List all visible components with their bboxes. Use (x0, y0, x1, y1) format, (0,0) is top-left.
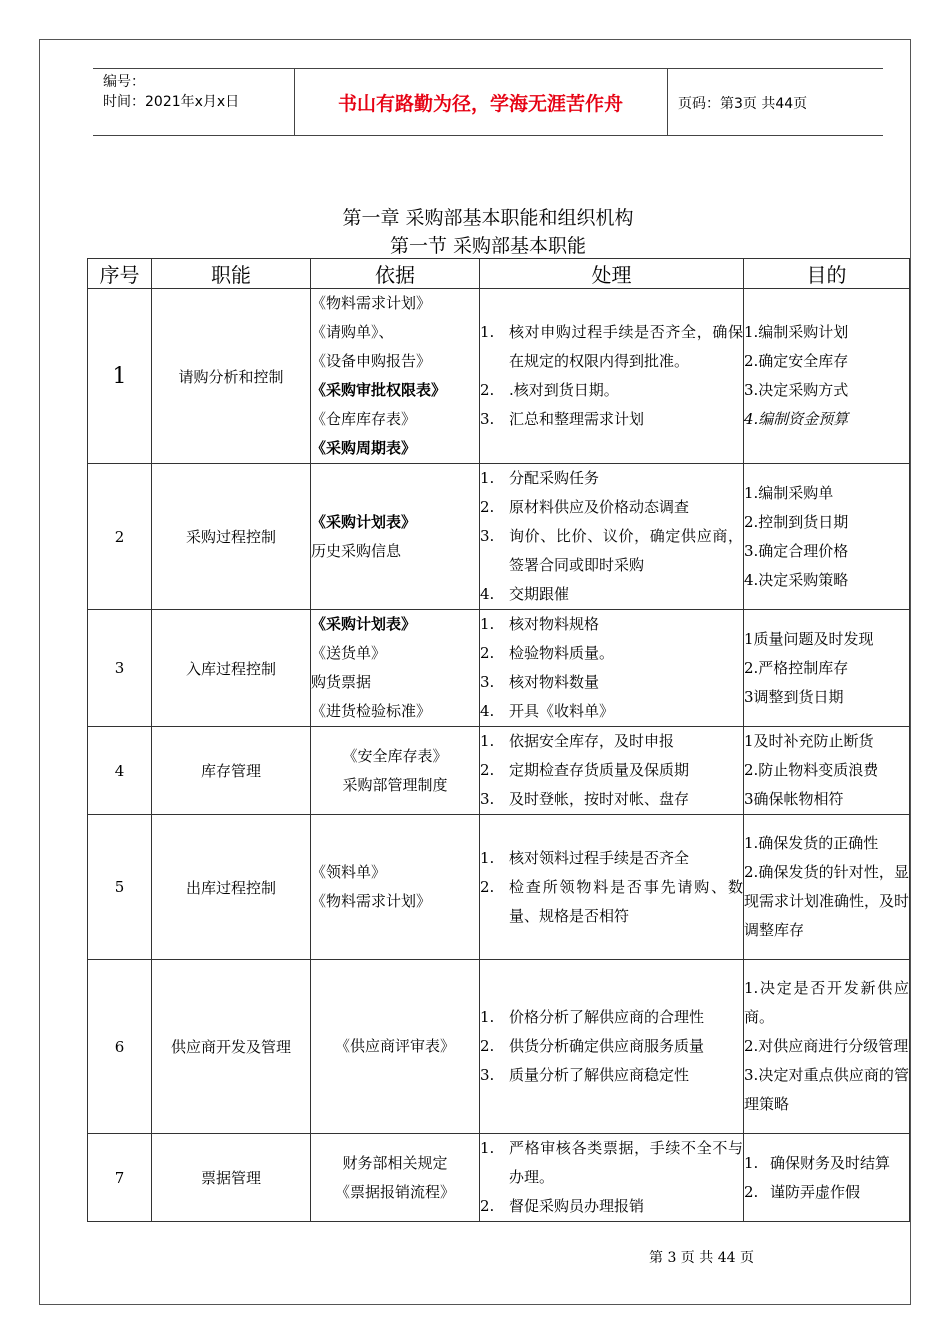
process-item (480, 405, 743, 434)
goal-item: 1.确保发货的正确性 (744, 834, 879, 852)
process-text: 检验物料质量。 (509, 644, 615, 662)
process-item (480, 522, 743, 580)
page-footer: 第 3 页 共 44 页 (649, 1250, 754, 1266)
section-title: 第一节 采购部基本职能 (389, 235, 587, 257)
basis-item: 《供应商评审表》 (334, 1037, 455, 1055)
row-function: 票据管理 (152, 1134, 311, 1222)
table-row (88, 815, 910, 960)
row-goal (744, 727, 910, 815)
row-index: 4 (88, 727, 152, 815)
table-row (88, 610, 910, 727)
row-goal (744, 960, 910, 1134)
row-process (480, 815, 744, 960)
process-text: 开具《收料单》 (509, 702, 615, 720)
process-text: 严格审核各类票据，手续不全不与办理。 (509, 1139, 743, 1186)
process-item (480, 580, 743, 609)
process-number: 1. (480, 1139, 495, 1157)
goal-item: 1及时补充防止断货 (744, 732, 874, 750)
table-row (88, 1134, 910, 1222)
row-index: 1 (88, 289, 152, 464)
goal-number: 2. (744, 1182, 759, 1201)
goal-item: 2.防止物料变质浪费 (744, 761, 879, 779)
process-text: 分配采购任务 (509, 469, 600, 487)
process-text: 督促采购员办理报销 (509, 1197, 645, 1215)
row-function: 入库过程控制 (152, 610, 311, 727)
header-process: 处理 (480, 259, 744, 289)
process-text: 交期跟催 (509, 585, 570, 603)
basis-item: 《采购审批权限表》 (311, 381, 447, 399)
row-basis (311, 289, 480, 464)
basis-item: 购货票据 (311, 673, 372, 691)
process-text: 依据安全库存，及时申报 (509, 732, 675, 750)
row-process (480, 289, 744, 464)
basis-item: 《采购计划表》 (311, 512, 417, 531)
process-number: 2. (480, 877, 495, 896)
goal-text: 确保财务及时结算 (770, 1153, 891, 1172)
basis-item: 《进货检验标准》 (311, 702, 432, 720)
process-number: 3. (480, 673, 495, 691)
header-page-cell (668, 69, 883, 135)
process-item (480, 727, 743, 756)
process-text: 定期检查存货质量及保质期 (509, 761, 690, 779)
row-basis (311, 464, 480, 610)
basis-item: 《采购计划表》 (311, 615, 417, 633)
process-text: 原材料供应及价格动态调查 (509, 498, 690, 516)
process-text: 核对申购过程手续是否齐全，确保在规定的权限内得到批准。 (509, 323, 743, 370)
process-item (480, 610, 743, 639)
row-function: 采购过程控制 (152, 464, 311, 610)
process-number: 3. (480, 527, 495, 545)
basis-item: 《仓库库存表》 (311, 410, 417, 428)
row-function: 出库过程控制 (152, 815, 311, 960)
document-header (93, 68, 883, 136)
row-goal (744, 815, 910, 960)
row-basis (311, 727, 480, 815)
process-item (480, 668, 743, 697)
goal-item: 3确保帐物相符 (744, 790, 844, 808)
process-text: 检查所领物料是否事先请购、数量、规格是否相符 (509, 877, 743, 925)
process-number: 1. (480, 615, 495, 633)
header-goal: 目的 (744, 259, 910, 289)
goal-item: 2.严格控制库存 (744, 658, 849, 677)
process-text: 核对物料规格 (509, 615, 600, 633)
row-goal (744, 464, 910, 610)
process-item (480, 873, 743, 931)
process-item (480, 1003, 743, 1032)
process-number: 4. (480, 585, 495, 603)
goal-item: 2.控制到货日期 (744, 512, 849, 531)
table-row (88, 289, 910, 464)
process-text: 质量分析了解供应商稳定性 (509, 1066, 690, 1084)
process-number: 2. (480, 1197, 495, 1215)
table-row (88, 464, 910, 610)
process-number: 2. (480, 644, 495, 662)
process-number: 3. (480, 1066, 495, 1084)
goal-item: 3.确定合理价格 (744, 541, 849, 560)
row-process (480, 1134, 744, 1222)
process-number: 2. (480, 381, 495, 399)
table-row (88, 960, 910, 1134)
process-text: .核对到货日期。 (509, 381, 619, 399)
process-number: 2. (480, 761, 495, 779)
basis-item: 采购部管理制度 (342, 775, 448, 794)
process-item (480, 464, 743, 493)
header-basis: 依据 (311, 259, 480, 289)
header-index: 序号 (88, 259, 152, 289)
row-process (480, 960, 744, 1134)
process-number: 2. (480, 1037, 495, 1055)
goal-number: 1. (744, 1153, 759, 1172)
process-item (480, 697, 743, 726)
row-process (480, 610, 744, 727)
basis-item: 《采购周期表》 (311, 439, 417, 457)
goal-item: 2.确定安全库存 (744, 352, 849, 370)
process-text: 汇总和整理需求计划 (509, 410, 645, 428)
goal-item: 1.编制采购计划 (744, 323, 849, 341)
goal-item (744, 1178, 909, 1207)
row-basis (311, 610, 480, 727)
process-text: 及时登帐，按时对帐、盘存 (509, 790, 690, 808)
goal-item (744, 1149, 909, 1178)
process-item (480, 844, 743, 873)
row-function: 请购分析和控制 (152, 289, 311, 464)
goal-item: 4.编制资金预算 (744, 410, 849, 428)
goal-item: 1质量问题及时发现 (744, 629, 874, 648)
process-text: 价格分析了解供应商的合理性 (509, 1008, 705, 1026)
process-item (480, 1192, 743, 1221)
row-index: 6 (88, 960, 152, 1134)
table-row (88, 727, 910, 815)
basis-item: 《请购单》、 (311, 323, 394, 341)
header-motto-cell (294, 69, 668, 135)
goal-text: 谨防弄虚作假 (770, 1182, 861, 1201)
process-number: 3. (480, 790, 495, 808)
row-process (480, 727, 744, 815)
goal-item: 4.决定采购策略 (744, 570, 849, 589)
process-item (480, 1061, 743, 1090)
row-index: 3 (88, 610, 152, 727)
process-item (480, 493, 743, 522)
process-item (480, 639, 743, 668)
motto: 书山有路勤为径，学海无涯苦作舟 (337, 93, 623, 115)
process-item (480, 376, 743, 405)
process-item (480, 1032, 743, 1061)
process-item (480, 318, 743, 376)
process-text: 核对物料数量 (509, 673, 600, 691)
row-basis (311, 960, 480, 1134)
basis-item: 《物料需求计划》 (311, 294, 432, 312)
row-goal (744, 610, 910, 727)
process-number: 1. (480, 848, 495, 867)
process-text: 核对领料过程手续是否齐全 (509, 848, 690, 867)
process-text: 供货分析确定供应商服务质量 (509, 1037, 705, 1055)
process-item (480, 1134, 743, 1192)
process-number: 1. (480, 323, 495, 341)
basis-item: 《物料需求计划》 (311, 892, 432, 910)
goal-item: 3调整到货日期 (744, 687, 844, 706)
basis-item: 历史采购信息 (311, 541, 402, 560)
row-basis (311, 815, 480, 960)
basis-item: 《安全库存表》 (342, 746, 448, 765)
functions-table (87, 258, 910, 1222)
goal-item: 2.确保发货的针对性，显现需求计划准确性，及时调整库存 (744, 863, 910, 939)
header-meta-cell (93, 69, 295, 135)
row-index: 7 (88, 1134, 152, 1222)
page-code: 页码：第3页 共44页 (678, 96, 808, 112)
row-goal (744, 1134, 910, 1222)
basis-item: 《送货单》 (311, 644, 387, 662)
process-number: 1. (480, 1008, 495, 1026)
goal-item: 1.编制采购单 (744, 483, 834, 502)
process-number: 4. (480, 702, 495, 720)
basis-item: 《设备申购报告》 (311, 352, 432, 370)
row-function: 供应商开发及管理 (152, 960, 311, 1134)
goal-item: 3.决定采购方式 (744, 381, 849, 399)
goal-item: 2.对供应商进行分级管理 (744, 1037, 909, 1055)
process-text: 询价、比价、议价，确定供应商，签署合同或即时采购 (509, 527, 743, 574)
row-goal (744, 289, 910, 464)
row-index: 2 (88, 464, 152, 610)
row-index: 5 (88, 815, 152, 960)
row-process (480, 464, 744, 610)
basis-item: 《票据报销流程》 (334, 1182, 455, 1201)
basis-item: 《领料单》 (311, 863, 387, 881)
header-function: 职能 (152, 259, 311, 289)
process-number: 2. (480, 498, 495, 516)
row-basis (311, 1134, 480, 1222)
number-label: 编号： (103, 74, 145, 90)
row-function: 库存管理 (152, 727, 311, 815)
goal-item: 3.决定对重点供应商的管理策略 (744, 1066, 909, 1113)
process-number: 1. (480, 469, 495, 487)
process-number: 1. (480, 732, 495, 750)
table-header-row (88, 259, 910, 289)
time-label: 时间：2021年x月x日 (103, 94, 240, 110)
process-item (480, 785, 743, 814)
goal-item: 1.决定是否开发新供应商。 (744, 979, 909, 1026)
process-number: 3. (480, 410, 495, 428)
basis-item: 财务部相关规定 (342, 1153, 448, 1172)
process-item (480, 756, 743, 785)
chapter-title: 第一章 采购部基本职能和组织机构 (342, 207, 634, 229)
